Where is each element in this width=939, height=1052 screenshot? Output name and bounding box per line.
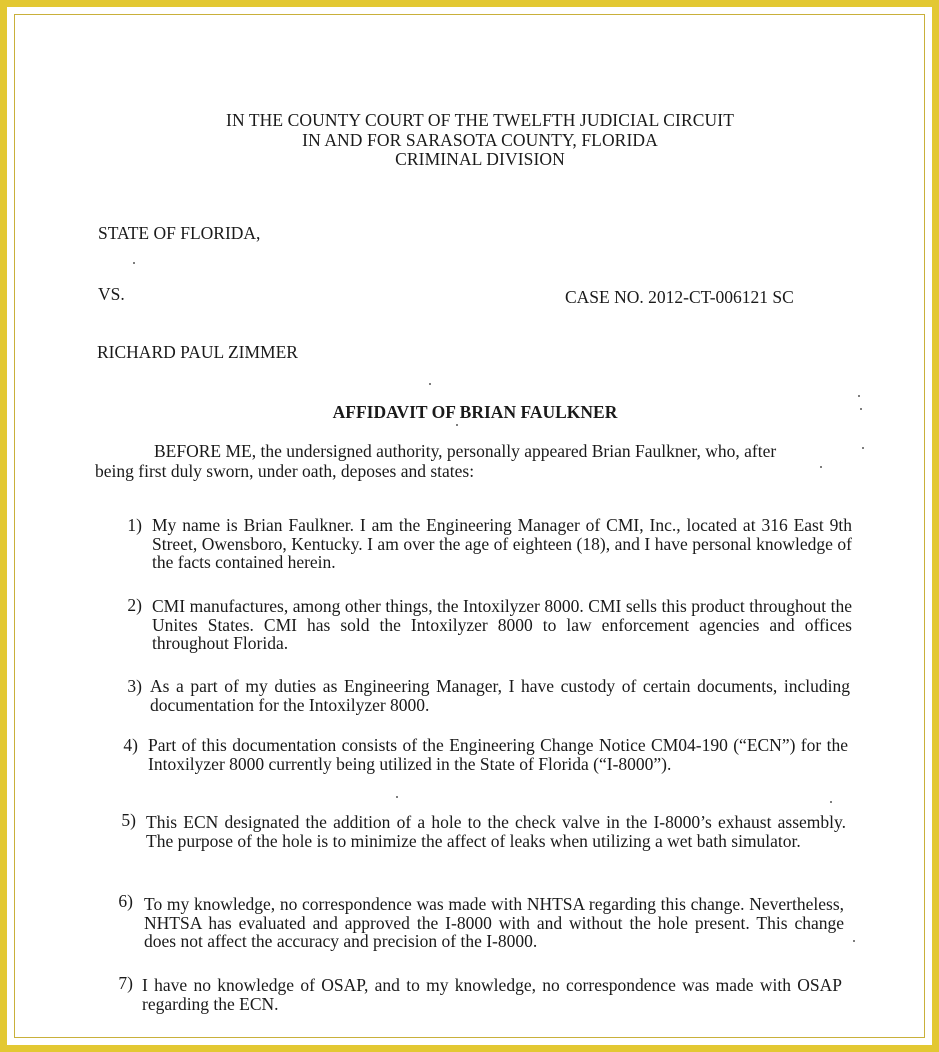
list-item: My name is Brian Faulkner. I am the Engineering Manager of CMI, Inc., located at 316 East 9th Street, Owensboro, Kentucky. I am over the age of eighteen (18), and I have personal knowledge of the facts contained herein.: [152, 515, 852, 572]
item-number: 2): [127, 595, 142, 615]
list-item: As a part of my duties as Engineering Manager, I have custody of certain documents, including documentation for the Intoxilyzer 8000.: [150, 676, 850, 715]
intro-line2: being first duly sworn, under oath, deposes and states:: [95, 461, 475, 481]
list-item: CMI manufactures, among other things, the Intoxilyzer 8000. CMI sells this product throughout the Unites States. CMI has sold the Intoxilyzer 8000 to law enforcement agencies and offices throughout Florida.: [152, 596, 852, 653]
court-heading-line2: IN AND FOR SARASOTA COUNTY, FLORIDA: [302, 130, 658, 150]
affidavit-title: AFFIDAVIT OF BRIAN FAULKNER: [332, 402, 618, 422]
item-number: 4): [123, 735, 138, 755]
list-item: This ECN designated the addition of a hole to the check valve in the I-8000’s exhaust assembly. The purpose of the hole is to minimize the affect of leaks when utilizing a wet bath simulator.: [146, 812, 846, 851]
court-heading-line1: IN THE COUNTY COURT OF THE TWELFTH JUDICIAL CIRCUIT: [226, 110, 734, 130]
intro-line1: BEFORE ME, the undersigned authority, personally appeared Brian Faulkner, who, after: [154, 441, 777, 461]
court-heading-line3: CRIMINAL DIVISION: [395, 149, 565, 169]
versus-label: VS.: [98, 284, 125, 304]
case-number: CASE NO. 2012-CT-006121 SC: [565, 287, 794, 307]
plaintiff-name: STATE OF FLORIDA,: [98, 223, 261, 243]
item-number: 6): [118, 891, 133, 911]
item-number: 5): [121, 810, 136, 830]
list-item: I have no knowledge of OSAP, and to my knowledge, no correspondence was made with OSAP regarding the ECN.: [142, 975, 842, 1014]
list-item: To my knowledge, no correspondence was made with NHTSA regarding this change. Nevertheless, NHTSA has evaluated and approved the I-8000 with and without the hole present. This change does not affect the accuracy and precision of the I-8000.: [144, 894, 844, 951]
item-number: 7): [118, 973, 133, 993]
item-number: 1): [127, 515, 142, 535]
item-number: 3): [127, 676, 142, 696]
list-item: Part of this documentation consists of the Engineering Change Notice CM04-190 (“ECN”) for the Intoxilyzer 8000 currently being utilized in the State of Florida (“I-8000”).: [148, 735, 848, 774]
defendant-name: RICHARD PAUL ZIMMER: [97, 342, 298, 362]
